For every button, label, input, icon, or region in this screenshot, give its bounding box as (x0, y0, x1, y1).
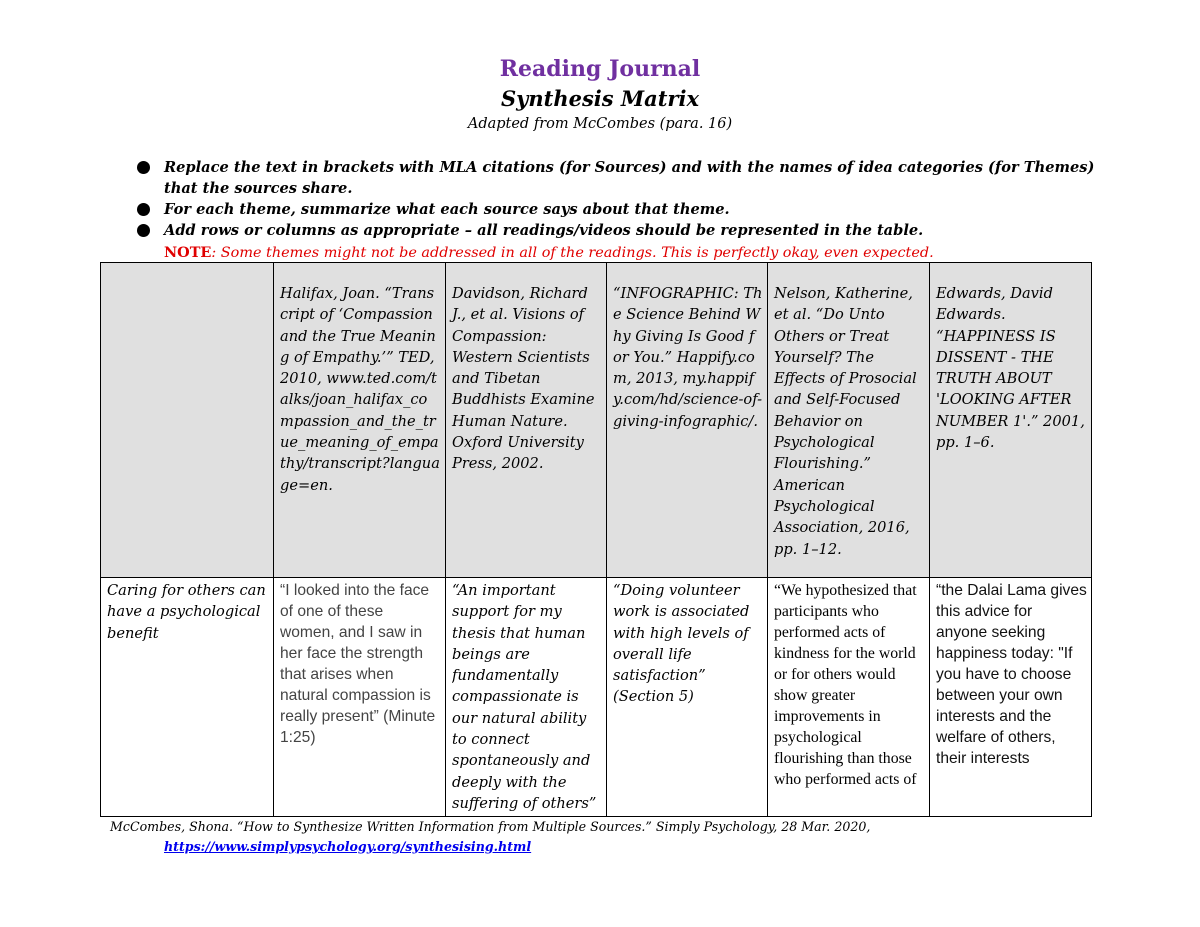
evidence-cell[interactable] (768, 578, 930, 817)
footer-citation: McCombes, Shona. “How to Synthesize Written Information from Multiple Sources.” Simply Psychology, 28 Mar. 2020, (110, 819, 871, 834)
evidence-cell[interactable] (274, 578, 446, 817)
source-cell[interactable]: Nelson, Katherine, et al. “Do Unto Others or Treat Yourself? The Effects of Prosocial and Self-Focused Behavior on Psychological Flourishing.” American Psychological Association, 2016, pp. 1–12. (768, 263, 930, 578)
evidence-cell[interactable] (446, 578, 607, 817)
sources-row (101, 263, 1092, 578)
evidence-cell[interactable] (930, 578, 1092, 817)
evidence-text: “We hypothesized that participants who performed acts of kindness for the world or for others would show greater improvements in psychological flourishing than those who performed acts of (774, 582, 917, 788)
source-cell[interactable]: “INFOGRAPHIC: The Science Behind Why Giving Is Good for You.” Happify.com, 2013, my.happify.com/hd/science-of-giving-infographic/. (607, 263, 768, 578)
note-text: : Some themes might not be addressed in all of the readings. This is perfectly okay, even expected. (211, 245, 934, 261)
instruction-item (137, 199, 1097, 220)
works-cited-footer (110, 817, 870, 857)
bullet-icon (137, 224, 150, 237)
synthesis-matrix (100, 262, 1092, 817)
page-title: Reading Journal (499, 56, 701, 82)
theme-label: Caring for others can have a psychological benefit (107, 582, 266, 642)
instruction-text: Replace the text in brackets with MLA citations (for Sources) and with the names of idea categories (for Themes) that the sources share. (164, 159, 1095, 197)
evidence-cell[interactable] (607, 578, 768, 817)
bullet-icon (137, 161, 150, 174)
evidence-text: “the Dalai Lama gives this advice for anyone seeking happiness today: "If you have to choose between your own interests and the welfare of others, their interests (936, 582, 1087, 767)
instruction-text: For each theme, summarize what each source says about that theme. (164, 201, 730, 218)
evidence-text: “I looked into the face of one of these women, and I saw in her face the strength that arises when natural compassion is really present” (Minute 1:25) (280, 582, 436, 746)
instruction-list (137, 157, 1097, 241)
source-cell[interactable]: Davidson, Richard J., et al. Visions of Compassion: Western Scientists and Tibetan Buddhists Examine Human Nature. Oxford University Press, 2002. (446, 263, 607, 578)
instruction-item (137, 220, 1097, 241)
page-subtitle: Synthesis Matrix (500, 86, 699, 111)
source-cell[interactable]: Edwards, David Edwards. “HAPPINESS IS DISSENT - THE TRUTH ABOUT 'LOOKING AFTER NUMBER 1'.” 2001, pp. 1–6. (930, 263, 1092, 578)
corner-cell[interactable] (101, 263, 274, 578)
note-label: NOTE (164, 244, 212, 261)
evidence-text: “Doing volunteer work is associated with high levels of overall life satisfaction” (Section 5) (613, 582, 750, 706)
theme-cell[interactable] (101, 578, 274, 817)
footer-link[interactable]: https://www.simplypsychology.org/synthesising.html (164, 839, 532, 854)
evidence-text: “An important support for my thesis that human beings are fundamentally compassionate is our natural ability to connect spontaneously and deeply with the suffering of others” (452, 582, 597, 812)
source-cell[interactable]: Halifax, Joan. “Transcript of ‘Compassion and the True Meaning of Empathy.’” TED, 2010, www.ted.com/talks/joan_halifax_compassion_and_the_true_meaning_of_empathy/transcript?language=en. (274, 263, 446, 578)
theme-row (101, 578, 1092, 817)
note-line (164, 242, 934, 264)
instruction-text: Add rows or columns as appropriate – all readings/videos should be represented in the table. (164, 222, 924, 239)
instruction-item (137, 157, 1097, 199)
adapted-note: Adapted from McCombes (para. 16) (467, 116, 733, 132)
bullet-icon (137, 203, 150, 216)
